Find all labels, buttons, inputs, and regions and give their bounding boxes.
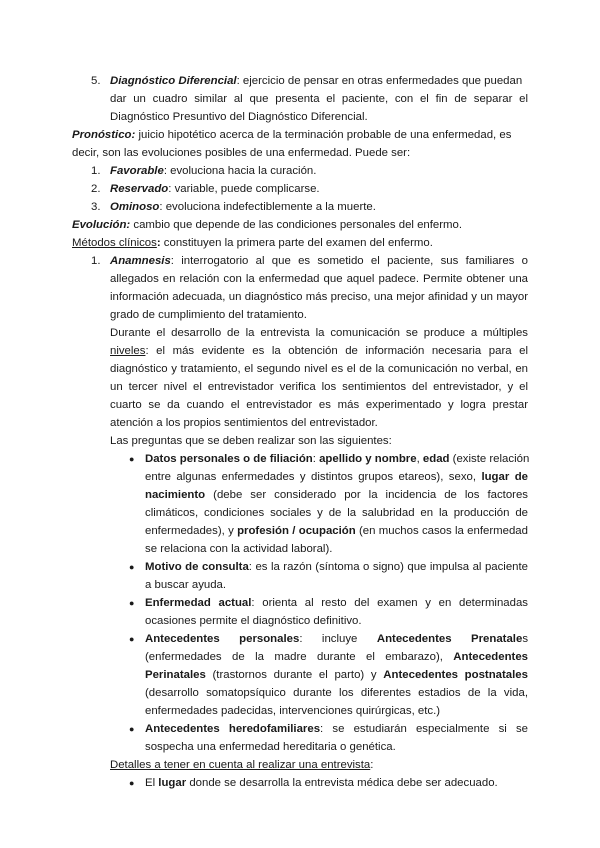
anamnesis-p2-line-1: Durante el desarrollo de la entrevista la comunicación se produce a múltiples — [110, 327, 528, 339]
pronostico-reservado: Reservado: variable, puede complicarse. — [110, 183, 320, 195]
bullet-marker: ● — [129, 778, 135, 788]
term-niveles: niveles — [110, 345, 146, 357]
pronostico-ominoso: Ominoso: evoluciona indefectiblemente a la muerte. — [110, 201, 376, 213]
bullet-personales-line-4: (desarrollo somatopsíquico durante los diferentes estadios de la vida, — [145, 687, 528, 699]
metodos-clinicos-line: Métodos clínicos: constituyen la primera parte del examen del enfermo. — [72, 237, 433, 249]
bullet-motivo-line-1: Motivo de consulta: es la razón (síntoma o signo) que impulsa al paciente — [145, 561, 529, 573]
bullet-marker: ● — [129, 454, 135, 464]
pronostico-line-1: Pronóstico: juicio hipotético acerca de la terminación probable de una enfermedad, es — [72, 129, 512, 141]
anamnesis-p2-line-2: niveles: el más evidente es la obtención de información necesaria para el — [110, 345, 528, 357]
diagnostico-diferencial-line-3: Diagnóstico Presuntivo del Diagnóstico Diferencial. — [110, 111, 368, 123]
term-pronostico: Pronóstico: — [72, 129, 136, 141]
anamnesis-line-2: allegados en relación con la enfermedad que aquel padece. Permite obtener una — [110, 273, 528, 285]
bullet-personales-line-2: (enfermedades de la madre durante el embarazo), Antecedentes — [145, 651, 528, 663]
bullet-motivo-line-2: a buscar ayuda. — [145, 579, 227, 591]
bullet-datos-line-4: climáticos, condiciones sociales y de la salubridad en la producción de — [145, 507, 528, 519]
bullet-heredo-line-2: sospecha una enfermedad hereditaria o genética. — [145, 741, 396, 753]
diagnostico-diferencial-line-1: Diagnóstico Diferencial: ejercicio de pensar en otras enfermedades que puedan — [110, 75, 523, 87]
list-number: 1. — [91, 255, 101, 267]
anamnesis-p2-line-4: un tercer nivel el entrevistador verifica los sentimientos del entrevistador, y el — [110, 381, 528, 393]
anamnesis-p2-line-3: diagnóstico y tratamiento, el segundo nivel es el de la comunicación no verbal, en — [110, 363, 528, 375]
anamnesis-line-1: Anamnesis: interrogatorio al que es sometido el paciente, sus familiares o — [110, 255, 528, 267]
anamnesis-p2-line-5: cuarto se da cuando el entrevistador es más experimentado y logra prestar — [110, 399, 528, 411]
bullet-actual-line-2: ocasiones permite el diagnóstico definitivo. — [145, 615, 362, 627]
bullet-personales-line-3: Perinatales (trastornos durante el parto) y Antecedentes postnatales — [145, 669, 528, 681]
term-anamnesis: Anamnesis — [110, 255, 171, 267]
detalles-heading: Detalles a tener en cuenta al realizar una entrevista: — [110, 759, 374, 771]
bullet-datos-line-6: se relaciona con la actividad laboral). — [145, 543, 333, 555]
bullet-actual-line-1: Enfermedad actual: orienta al resto del examen y en determinadas — [145, 597, 528, 609]
bullet-marker: ● — [129, 724, 135, 734]
bullet-datos-line-5: enfermedades), y profesión / ocupación (en muchos casos la enfermedad — [145, 525, 528, 537]
bullet-marker: ● — [129, 562, 135, 572]
detalles-item-lugar: El lugar donde se desarrolla la entrevista médica debe ser adecuado. — [145, 777, 498, 789]
list-number: 1. — [91, 165, 101, 177]
pronostico-line-2: decir, son las evoluciones posibles de una enfermedad. Puede ser: — [72, 147, 411, 159]
bullet-marker: ● — [129, 634, 135, 644]
anamnesis-line-3: información adecuada, un diagnóstico más preciso, una mejor afinidad y un mayor — [110, 291, 528, 303]
bullet-heredo-line-1: Antecedentes heredofamiliares: se estudiarán especialmente si se — [145, 723, 529, 735]
list-number: 5. — [91, 75, 101, 87]
term-metodos-clinicos: Métodos clínicos — [72, 237, 157, 249]
evolucion-line: Evolución: cambio que depende de las condiciones personales del enfermo. — [72, 219, 463, 231]
list-number: 2. — [91, 183, 101, 195]
list-number: 3. — [91, 201, 101, 213]
diagnostico-diferencial-line-2: dar un cuadro similar al que presenta el paciente, con el fin de separar el — [110, 93, 528, 105]
bullet-datos-line-1: Datos personales o de filiación: apellido y nombre, edad (existe relación — [145, 453, 530, 465]
anamnesis-p2-line-6: atención a los propios sentimientos del entrevistador. — [110, 417, 378, 429]
pronostico-favorable: Favorable: evoluciona hacia la curación. — [110, 165, 317, 177]
anamnesis-line-4: grado de cumplimiento del tratamiento. — [110, 309, 307, 321]
bullet-datos-line-2: entre algunas enfermedades y distintos grupos etareos), sexo, lugar de — [145, 471, 528, 483]
bullet-personales-line-1: Antecedentes personales: incluye Antecedentes Prenatales — [145, 633, 529, 645]
anamnesis-p3: Las preguntas que se deben realizar son las siguientes: — [110, 435, 392, 447]
bullet-marker: ● — [129, 598, 135, 608]
bullet-datos-line-3: nacimiento (debe ser considerado por la incidencia de los factores — [145, 489, 528, 501]
term-diagnostico-diferencial: Diagnóstico Diferencial — [110, 75, 237, 87]
bullet-personales-line-5: enfermedades padecidas, intervenciones quirúrgicas, etc.) — [145, 705, 441, 717]
term-evolucion: Evolución: — [72, 219, 131, 231]
